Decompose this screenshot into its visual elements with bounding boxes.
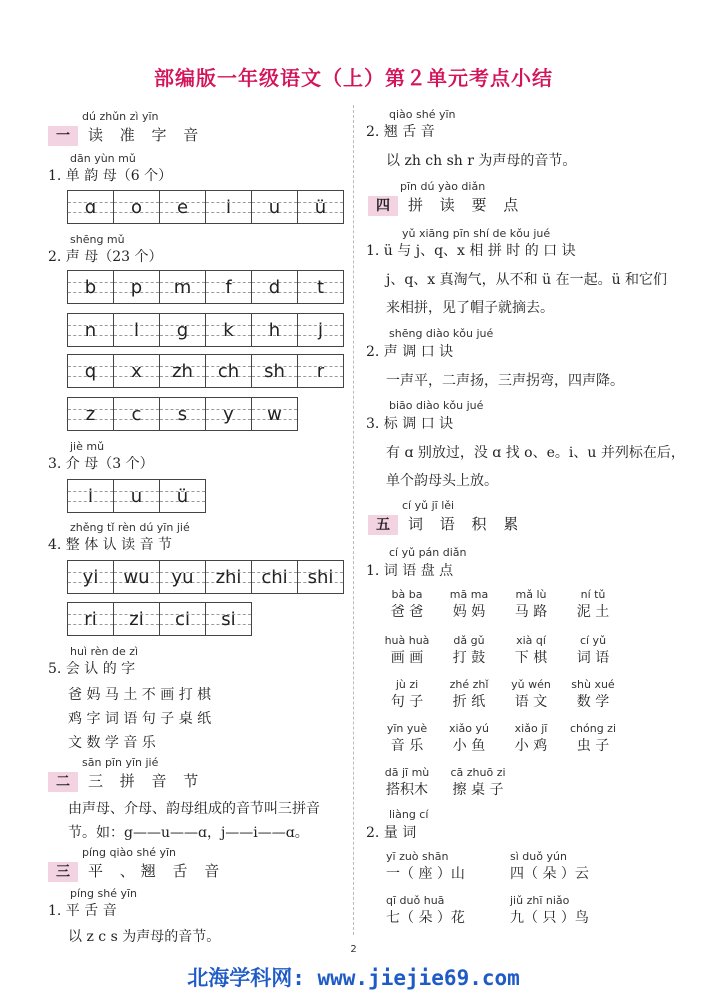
grid-cell: chi <box>252 561 298 593</box>
s4-pinyin: pīn dú yào diǎn <box>400 180 486 193</box>
grid-cell: si <box>206 603 252 635</box>
grid-cell: l <box>114 314 160 346</box>
grid-cell: zh <box>160 355 206 387</box>
s1-i3-pinyin: jiè mǔ <box>70 440 105 453</box>
section-2-title: 三 拼 音 节 <box>88 772 205 790</box>
s1-pinyin: dú zhǔn zì yīn <box>82 110 159 123</box>
grid-cell: y <box>206 398 252 430</box>
s4-i3-pinyin: biāo diào kǒu jué <box>389 399 484 412</box>
s4-i2-label: 2. 声 调 口 诀 <box>366 344 454 360</box>
s5-i2-label: 2. 量 词 <box>366 825 417 841</box>
grid-cell: f <box>206 271 252 303</box>
word-item: yīn yuè 音 乐 <box>386 722 428 754</box>
word-item: xià qí 下 棋 <box>514 634 548 666</box>
s3-i1-label: 1. 平 舌 音 <box>48 903 117 919</box>
section-3-badge: 三 <box>48 862 78 882</box>
grid-cell: yi <box>68 561 114 593</box>
grid-cell: ü <box>298 191 344 223</box>
s1-i2-pinyin: shēng mǔ <box>70 233 125 246</box>
column-divider <box>353 105 354 935</box>
s4-i1-line-2: 来相拼，见了帽子就摘去。 <box>386 300 554 316</box>
syllable-grid-row-1 <box>67 560 344 594</box>
s1-i1-pinyin: dān yùn mǔ <box>70 152 136 165</box>
grid-cell: z <box>68 398 114 430</box>
grid-cell: ci <box>160 603 206 635</box>
grid-cell: q <box>68 355 114 387</box>
word-row <box>376 678 624 722</box>
word-item: yǔ wén 语 文 <box>511 678 551 710</box>
section-2-badge: 二 <box>48 772 78 792</box>
grid-cell: c <box>114 398 160 430</box>
s2-pinyin: sān pīn yīn jié <box>82 756 159 769</box>
s4-i3-label: 3. 标 调 口 诀 <box>366 416 454 432</box>
s1-i3-label: 3. 介 母（3 个） <box>48 456 154 472</box>
known-chars-line-2: 鸡 字 词 语 句 子 桌 纸 <box>68 711 212 727</box>
grid-cell: h <box>252 314 298 346</box>
word-item: cā zhuō zi 擦 桌 子 <box>450 766 506 798</box>
s5-i1-label: 1. 词 语 盘 点 <box>366 563 454 579</box>
section-4-heading <box>368 194 524 216</box>
word-row <box>376 766 624 810</box>
grid-cell: t <box>298 271 344 303</box>
word-item: mā ma 妈 妈 <box>449 588 489 620</box>
s3-i2-label: 2. 翘 舌 音 <box>366 124 435 140</box>
grid-cell: yu <box>160 561 206 593</box>
word-item: zhé zhǐ 折 纸 <box>449 678 489 710</box>
footer-watermark: 北海学科网: www.jiejie69.com <box>187 966 520 990</box>
word-list <box>376 588 624 810</box>
s3-i2-pinyin: qiào shé yīn <box>389 108 456 121</box>
grid-cell: g <box>160 314 206 346</box>
grid-cell: o <box>114 191 160 223</box>
section-5-heading <box>368 513 524 535</box>
page-title: 部编版一年级语文（上）第２单元考点小结 <box>154 66 553 90</box>
s4-i1-pinyin: yǔ xiāng pīn shí de kǒu jué <box>402 227 551 240</box>
grid-cell: k <box>206 314 252 346</box>
measure-words <box>386 850 646 938</box>
word-item: jù zi 句 子 <box>390 678 424 710</box>
word-item: ní tǔ 泥 土 <box>576 588 610 620</box>
grid-cell: zi <box>114 603 160 635</box>
grid-cell: ɑ <box>68 191 114 223</box>
word-item: dā jī mù 搭积木 <box>384 766 430 798</box>
grid-cell: s <box>160 398 206 430</box>
grid-cell: j <box>298 314 344 346</box>
s2-line-2: 节。如：g——u——ɑ，j——i——ɑ。 <box>68 825 309 841</box>
measure-item: jiǔ zhī niǎo 九（ 只 ）鸟 <box>510 894 589 926</box>
grid-cell: shi <box>298 561 344 593</box>
measure-item: qī duǒ huā 七（ 朵 ）花 <box>386 894 465 926</box>
grid-cell: zhi <box>206 561 252 593</box>
s4-i1-label: 1. ü 与 j、q、x 相 拼 时 的 口 诀 <box>366 243 576 259</box>
s5-pinyin: cí yǔ jī lěi <box>402 499 455 512</box>
measure-item: yī zuò shān 一（ 座 ）山 <box>386 850 465 882</box>
word-item: xiǎo jī 小 鸡 <box>514 722 548 754</box>
s4-i3-line-1: 有 ɑ 别放过，没 ɑ 找 o、e。i、u 并列标在后， <box>386 445 685 461</box>
s1-i5-label: 5. 会 认 的 字 <box>48 661 136 677</box>
word-item: dǎ gǔ 打 鼓 <box>452 634 486 666</box>
s1-i1-label: 1. 单 韵 母（6 个） <box>48 168 173 184</box>
word-item: mǎ lù 马 路 <box>514 588 548 620</box>
grid-cell: x <box>114 355 160 387</box>
section-1-heading <box>48 124 204 146</box>
word-item: cí yǔ 词 语 <box>576 634 610 666</box>
word-row <box>376 634 624 678</box>
grid-cell: u <box>252 191 298 223</box>
s4-i1-line-1: j、q、x 真淘气，从不和 ü 在一起。ü 和它们 <box>386 272 668 288</box>
page-number: 2 <box>350 944 357 955</box>
syllable-grid-row-2 <box>67 602 252 636</box>
s1-i2-label: 2. 声 母（23 个） <box>48 249 163 265</box>
measure-row <box>386 850 646 894</box>
s1-i5-pinyin: huì rèn de zì <box>70 645 139 658</box>
section-5-badge: 五 <box>368 515 398 535</box>
vowel-grid <box>67 190 344 224</box>
word-item: huà huà 画 画 <box>384 634 430 666</box>
initials-grid-row-1 <box>67 270 344 304</box>
grid-cell: b <box>68 271 114 303</box>
grid-cell: w <box>252 398 298 430</box>
section-4-title: 拼 读 要 点 <box>408 196 525 214</box>
grid-cell: ri <box>68 603 114 635</box>
s1-i4-label: 4. 整 体 认 读 音 节 <box>48 537 173 553</box>
initials-grid-row-3 <box>67 354 344 388</box>
grid-cell: u <box>114 480 160 512</box>
section-3-title: 平 、翘 舌 音 <box>88 862 226 880</box>
s1-i4-pinyin: zhěng tǐ rèn dú yīn jié <box>70 521 190 534</box>
grid-cell: m <box>160 271 206 303</box>
s4-i3-line-2: 单个韵母头上放。 <box>386 473 498 489</box>
s4-i2-pinyin: shēng diào kǒu jué <box>389 327 494 340</box>
section-1-title: 读 准 字 音 <box>88 126 205 144</box>
initials-grid-row-2 <box>67 313 344 347</box>
s3-i1-text: 以 z c s 为声母的音节。 <box>68 929 221 945</box>
grid-cell: d <box>252 271 298 303</box>
grid-cell: i <box>206 191 252 223</box>
grid-cell: ü <box>160 480 206 512</box>
s5-i2-pinyin: liàng cí <box>389 808 429 821</box>
known-chars-line-1: 爸 妈 马 土 不 画 打 棋 <box>68 687 212 703</box>
grid-cell: n <box>68 314 114 346</box>
section-5-title: 词 语 积 累 <box>408 515 525 533</box>
s3-pinyin: píng qiào shé yīn <box>82 846 176 859</box>
word-row <box>376 722 624 766</box>
measure-item: sì duǒ yún 四（ 朵 ）云 <box>510 850 589 882</box>
word-row <box>376 588 624 634</box>
s3-i1-pinyin: píng shé yīn <box>70 887 137 900</box>
word-item: bà ba 爸 爸 <box>390 588 424 620</box>
initials-grid-row-4 <box>67 397 298 431</box>
grid-cell: e <box>160 191 206 223</box>
grid-cell: ch <box>206 355 252 387</box>
section-4-badge: 四 <box>368 196 398 216</box>
word-item: shù xué 数 学 <box>571 678 615 710</box>
word-item: xiǎo yú 小 鱼 <box>448 722 489 754</box>
word-item: chóng zi 虫 子 <box>569 722 617 754</box>
s5-i1-pinyin: cí yǔ pán diǎn <box>389 546 467 559</box>
grid-cell: i <box>68 480 114 512</box>
section-1-badge: 一 <box>48 126 78 146</box>
grid-cell: r <box>298 355 344 387</box>
s2-line-1: 由声母、介母、韵母组成的音节叫三拼音 <box>68 801 320 817</box>
known-chars-line-3: 文 数 学 音 乐 <box>68 735 156 751</box>
section-3-heading <box>48 860 225 882</box>
grid-cell: sh <box>252 355 298 387</box>
section-2-heading <box>48 770 204 792</box>
s4-i2-text: 一声平，二声扬，三声拐弯，四声降。 <box>386 373 624 389</box>
measure-row <box>386 894 646 938</box>
grid-cell: wu <box>114 561 160 593</box>
medial-grid <box>67 479 206 513</box>
s3-i2-text: 以 zh ch sh r 为声母的音节。 <box>386 153 577 169</box>
grid-cell: p <box>114 271 160 303</box>
